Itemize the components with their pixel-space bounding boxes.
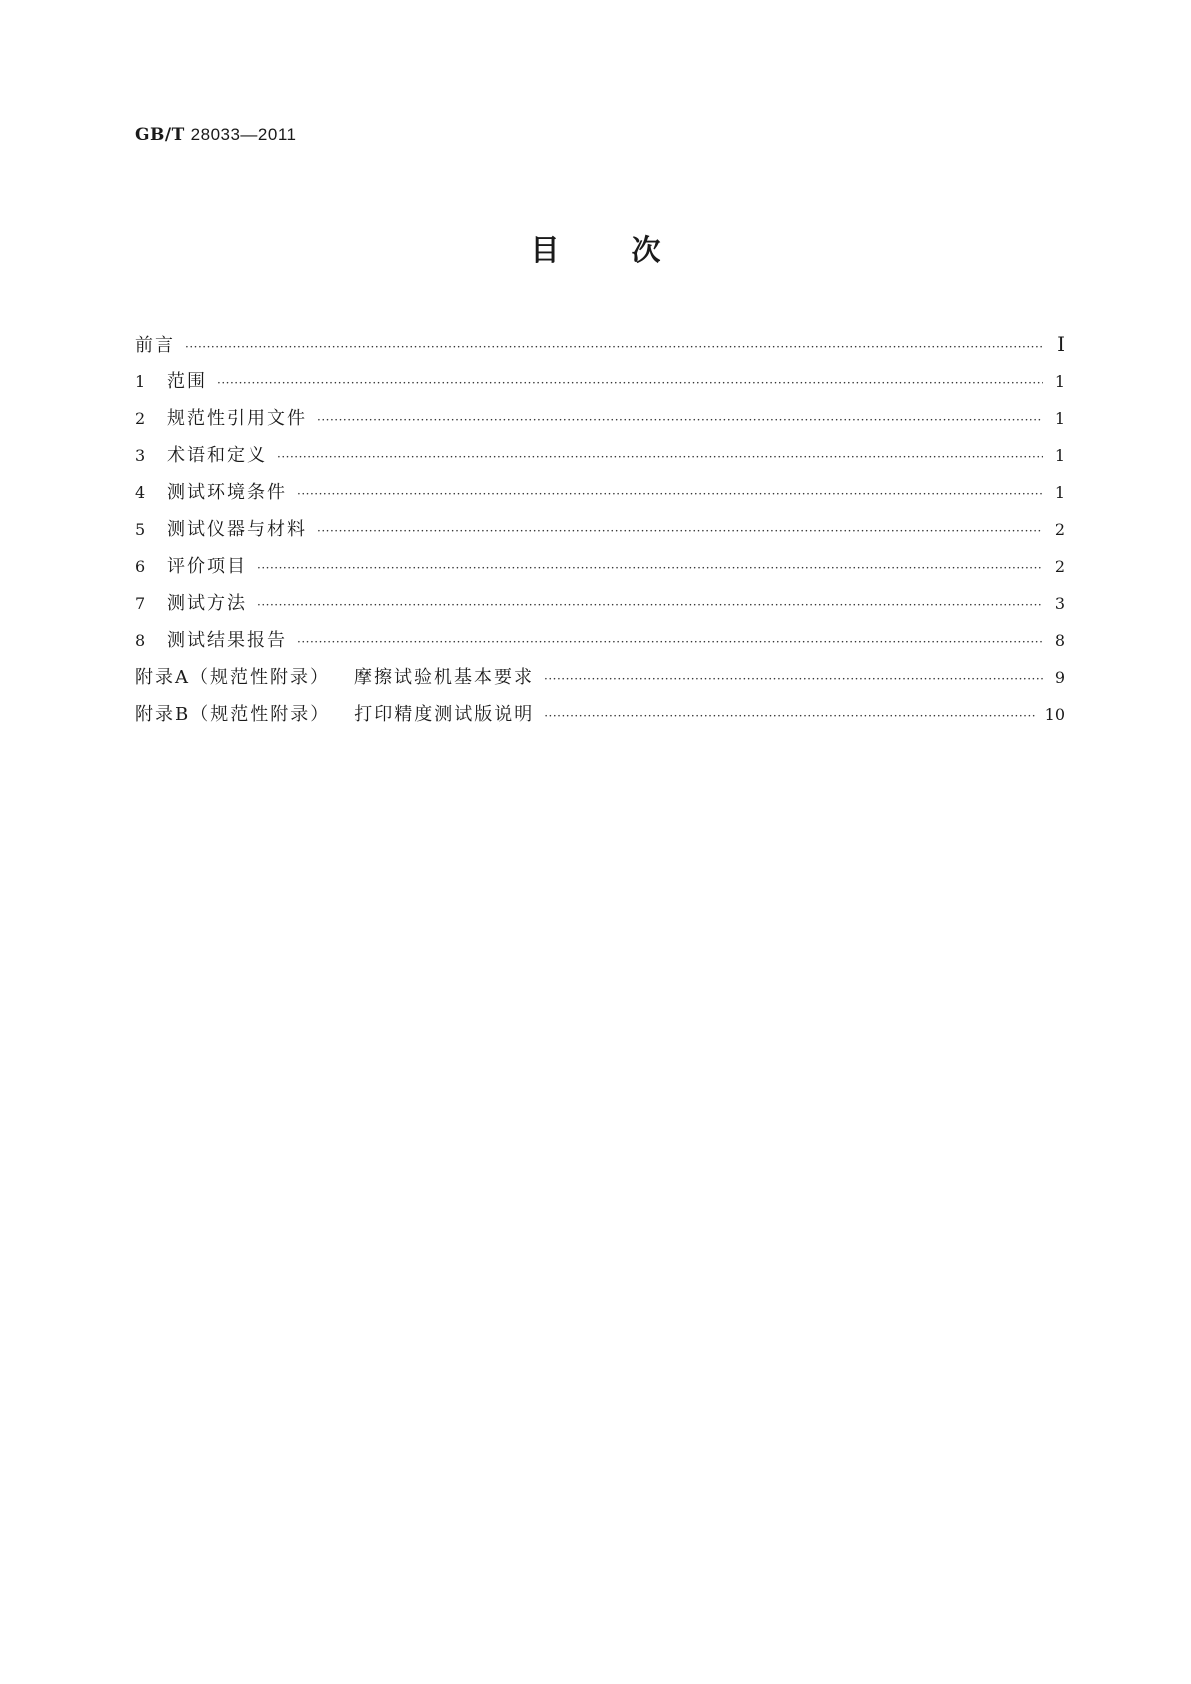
- dot-leader: [257, 550, 1043, 587]
- page-title: [0, 228, 1191, 269]
- standard-code: [135, 125, 297, 145]
- toc-entry-page: 1: [1054, 409, 1065, 428]
- toc-entry-annex-b[interactable]: [135, 696, 1065, 733]
- toc-entry-label: 测试仪器与材料: [167, 519, 307, 540]
- toc-entry-3[interactable]: [135, 437, 1065, 474]
- toc-entry-foreword[interactable]: [135, 326, 1065, 363]
- toc-entry-page: 10: [1044, 705, 1065, 724]
- dot-leader: [544, 661, 1043, 698]
- toc-entry-label: 前言: [135, 335, 175, 356]
- toc-entry-page: 2: [1054, 520, 1065, 539]
- toc-entry-number: 8: [135, 631, 146, 650]
- toc-entry-label: 评价项目: [167, 556, 247, 577]
- dot-leader: [317, 402, 1043, 439]
- toc-entry-number: 5: [135, 520, 146, 539]
- dot-leader: [277, 439, 1043, 476]
- toc-entry-label: 规范性引用文件: [167, 408, 307, 429]
- title-part-1: 目: [530, 233, 560, 267]
- toc-entry-page: 3: [1054, 594, 1065, 613]
- standard-number: 28033—2011: [190, 125, 297, 144]
- toc-entry-number: 4: [135, 483, 146, 502]
- dot-leader: [544, 698, 1034, 735]
- toc-entry-number: 6: [135, 557, 146, 576]
- annex-prefix: 附录A（规范性附录）: [135, 667, 330, 688]
- toc-entry-number: 2: [135, 409, 146, 428]
- toc-entry-label: 摩擦试验机基本要求: [354, 667, 534, 688]
- toc-entry-label: 测试环境条件: [167, 482, 287, 503]
- dot-leader: [257, 587, 1043, 624]
- annex-prefix: 附录B（规范性附录）: [135, 704, 331, 725]
- toc-entry-5[interactable]: [135, 511, 1065, 548]
- toc-entry-page: Ⅰ: [1057, 332, 1065, 356]
- toc-entry-7[interactable]: [135, 585, 1065, 622]
- toc-entry-page: 1: [1054, 483, 1065, 502]
- toc-entry-page: 1: [1054, 372, 1065, 391]
- dot-leader: [217, 365, 1043, 402]
- title-part-2: 次: [631, 233, 661, 267]
- toc-entry-page: 9: [1054, 668, 1065, 687]
- toc-entry-1[interactable]: [135, 363, 1065, 400]
- dot-leader: [297, 476, 1043, 513]
- toc-entry-page: 2: [1054, 557, 1065, 576]
- toc-entry-8[interactable]: [135, 622, 1065, 659]
- dot-leader: [297, 624, 1043, 661]
- toc-entry-2[interactable]: [135, 400, 1065, 437]
- standard-prefix: GB/T: [135, 125, 185, 145]
- toc-entry-annex-a[interactable]: [135, 659, 1065, 696]
- toc-entry-label: 术语和定义: [167, 445, 267, 466]
- toc-entry-page: 1: [1054, 446, 1065, 465]
- dot-leader: [185, 329, 1043, 366]
- toc-entry-label: 打印精度测试版说明: [354, 704, 535, 725]
- toc-entry-label: 范围: [167, 371, 207, 392]
- toc-entry-page: 8: [1054, 631, 1065, 650]
- toc-entry-6[interactable]: [135, 548, 1065, 585]
- table-of-contents: [135, 326, 1065, 733]
- toc-entry-label: 测试结果报告: [167, 630, 287, 651]
- toc-entry-number: 1: [135, 372, 146, 391]
- toc-entry-4[interactable]: [135, 474, 1065, 511]
- toc-entry-label: 测试方法: [167, 593, 247, 614]
- toc-entry-number: 3: [135, 446, 146, 465]
- dot-leader: [317, 513, 1043, 550]
- toc-entry-number: 7: [135, 594, 146, 613]
